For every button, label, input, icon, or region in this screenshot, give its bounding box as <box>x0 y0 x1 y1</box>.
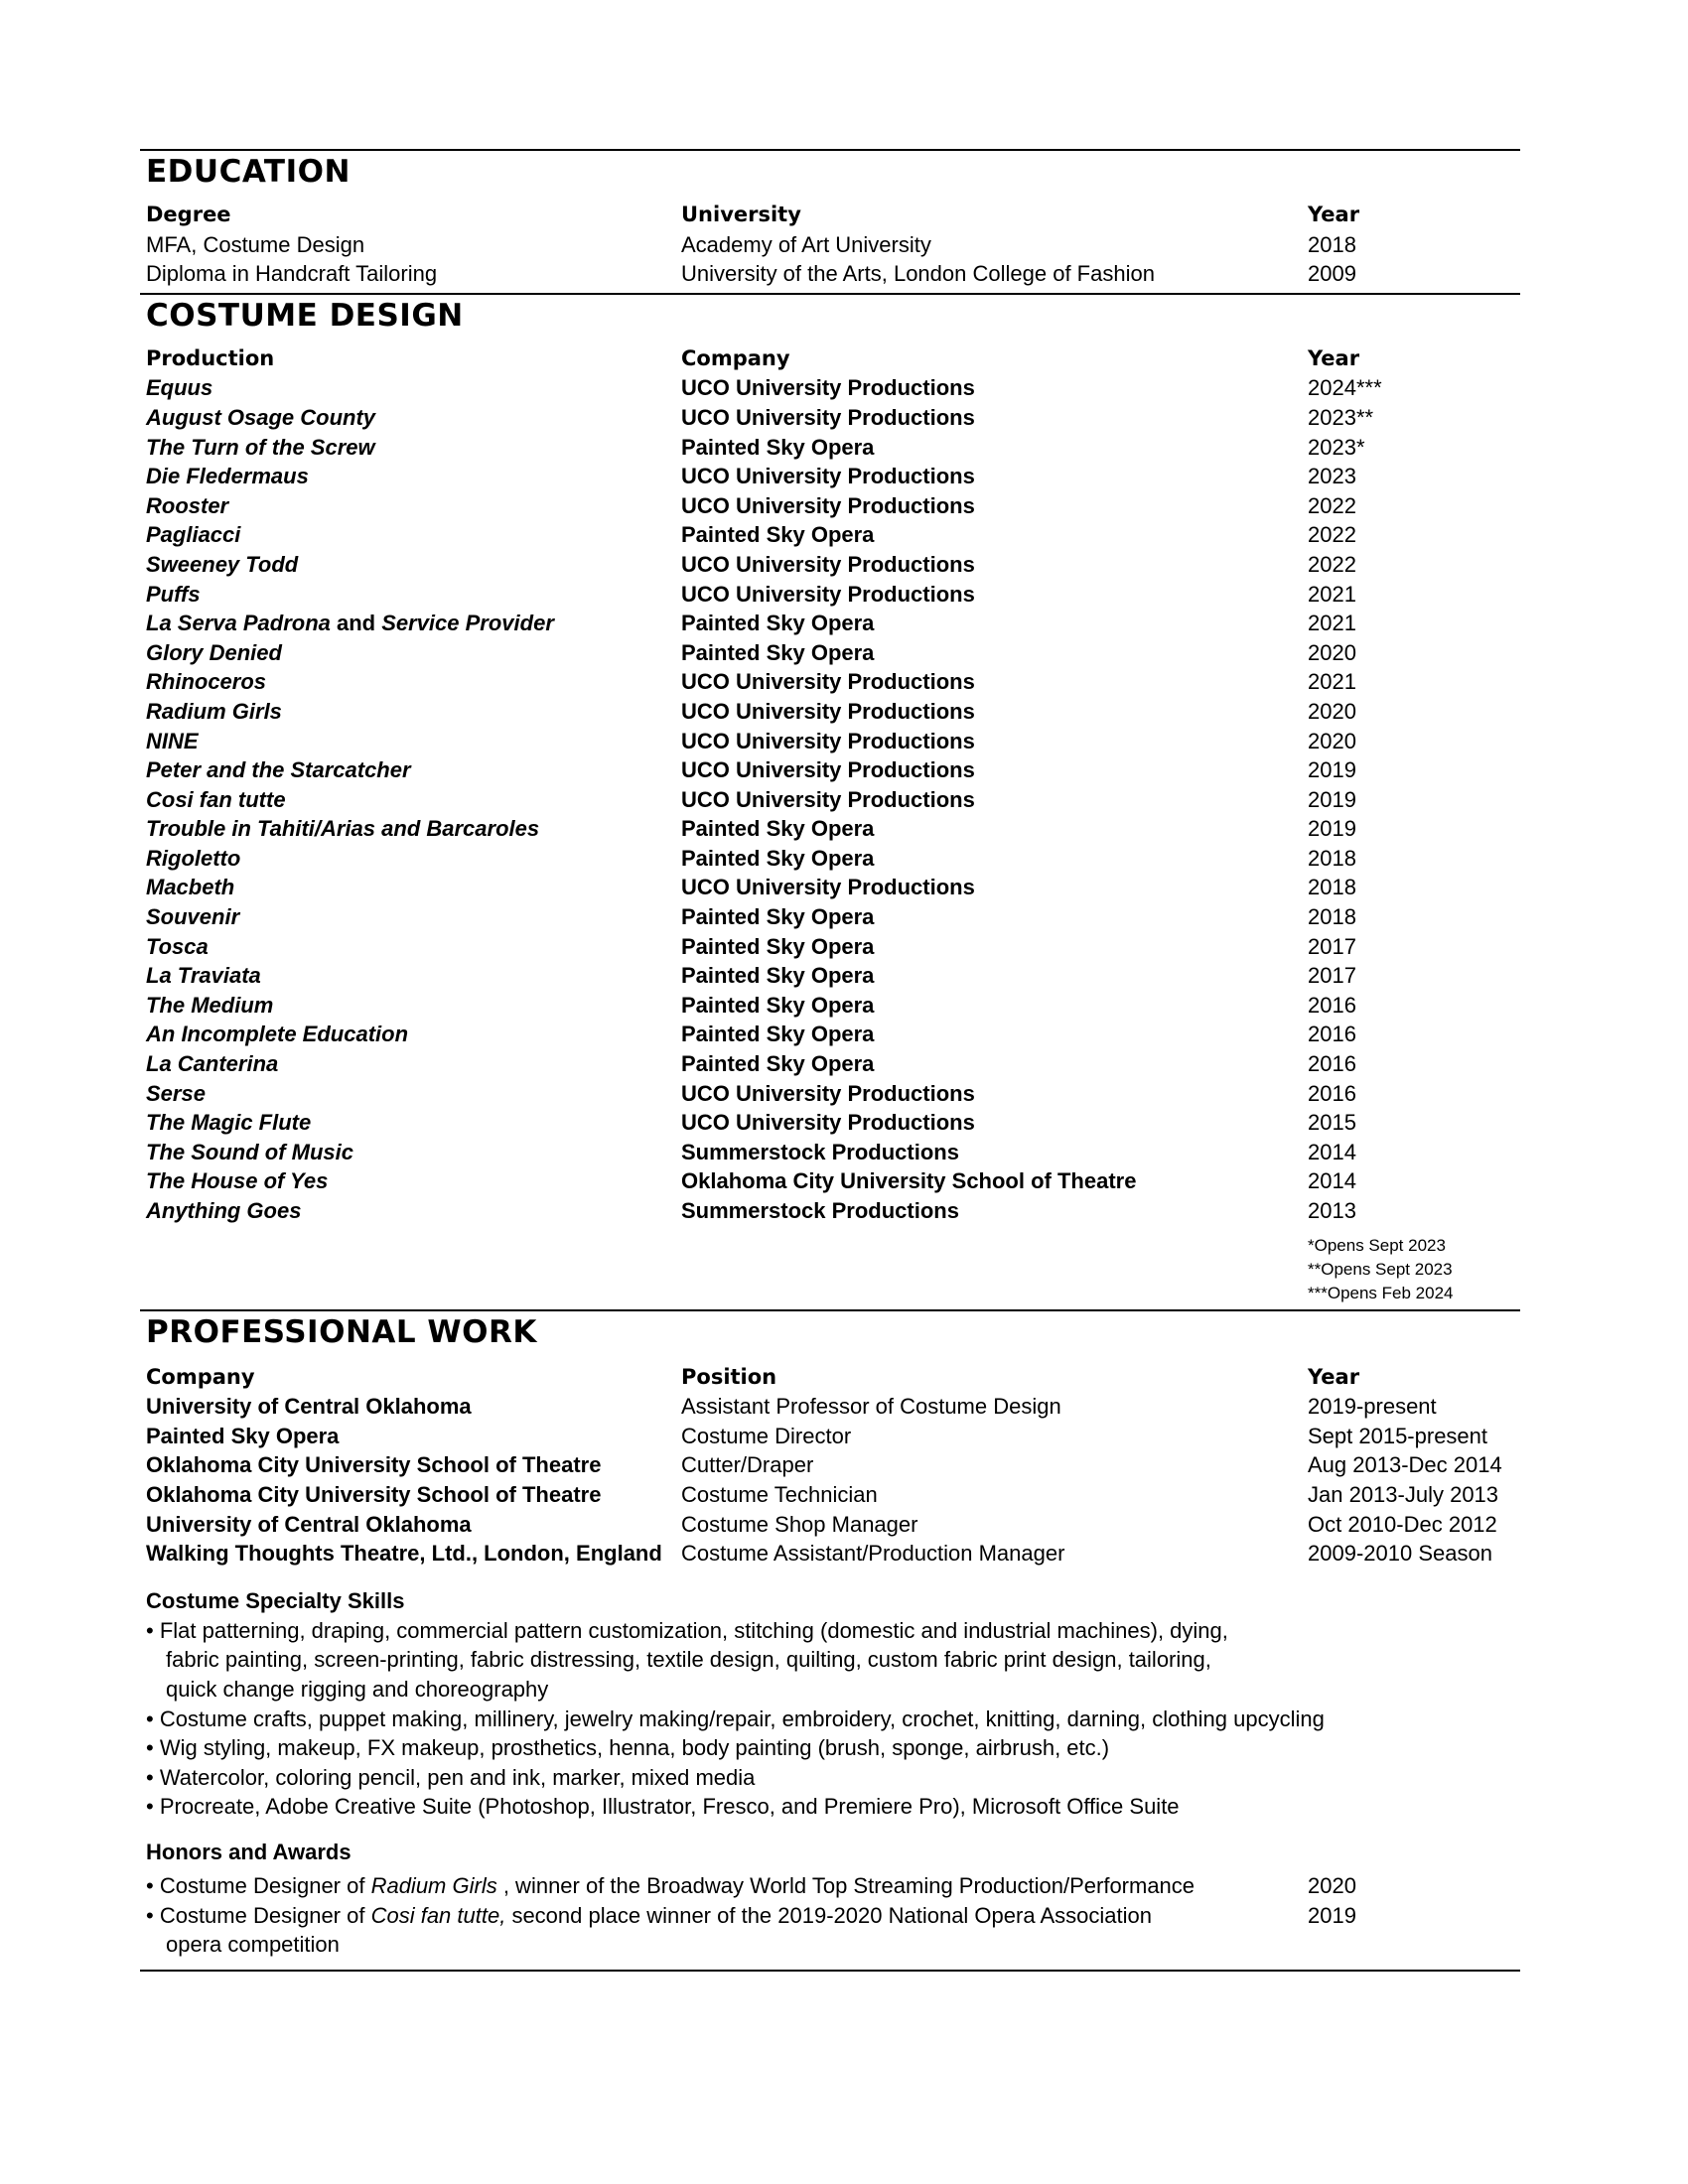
production-title: The House of Yes <box>146 1168 329 1194</box>
table-row <box>140 844 1520 874</box>
table-row <box>140 403 1520 433</box>
company-cell: Painted Sky Opera <box>681 816 875 842</box>
year-cell: 2019 <box>1308 816 1356 842</box>
production-cell <box>140 991 681 1021</box>
table-row <box>140 1020 1520 1049</box>
table-row <box>140 727 1520 756</box>
award-item-continuation <box>140 1930 1520 1960</box>
year-cell: 2019 <box>1308 786 1356 812</box>
table-row <box>140 1079 1520 1109</box>
year-cell: 2018 <box>1308 231 1356 257</box>
production-title: Peter and the Starcatcher <box>146 757 411 783</box>
company-cell: Painted Sky Opera <box>681 611 875 636</box>
table-row <box>140 961 1520 991</box>
production-cell <box>140 1166 681 1196</box>
table-row <box>140 491 1520 521</box>
production-cell <box>140 727 681 756</box>
award-text: • Costume Designer of <box>146 1872 371 1898</box>
header-degree: Degree <box>146 203 231 226</box>
year-cell: 2018 <box>1308 845 1356 871</box>
company-cell: UCO University Productions <box>681 1080 975 1106</box>
table-row <box>140 1196 1520 1226</box>
production-cell <box>140 961 681 991</box>
section-divider <box>140 1970 1520 1972</box>
production-title: The Magic Flute <box>146 1110 312 1136</box>
resume-page <box>140 149 1520 1972</box>
year-cell: 2014 <box>1308 1139 1356 1164</box>
company-cell: Oklahoma City University School of Theatre <box>146 1481 602 1507</box>
year-cell: 2015 <box>1308 1110 1356 1136</box>
award-item <box>140 1871 1520 1901</box>
company-cell: UCO University Productions <box>681 492 975 518</box>
production-cell <box>140 1196 681 1226</box>
skills-list <box>140 1616 1520 1822</box>
company-cell: Painted Sky Opera <box>681 522 875 548</box>
year-cell: 2020 <box>1308 728 1356 753</box>
production-cell <box>140 1079 681 1109</box>
production-title: Rigoletto <box>146 845 241 871</box>
company-cell: UCO University Productions <box>681 375 975 401</box>
list-item <box>140 1792 1520 1822</box>
year-cell: 2021 <box>1308 581 1356 607</box>
company-cell: UCO University Productions <box>681 757 975 783</box>
table-header <box>140 1363 1520 1393</box>
header-year: Year <box>1308 1364 1360 1389</box>
production-cell <box>140 580 681 610</box>
award-year: 2020 <box>1308 1872 1356 1898</box>
header-university: University <box>681 203 801 226</box>
degree-cell: MFA, Costume Design <box>146 231 365 257</box>
company-cell: UCO University Productions <box>681 875 975 900</box>
table-row <box>140 667 1520 697</box>
list-item <box>140 1616 1520 1705</box>
production-title: The Sound of Music <box>146 1139 353 1164</box>
company-cell: UCO University Productions <box>681 1110 975 1136</box>
production-title: Puffs <box>146 581 201 607</box>
production-title: Trouble in Tahiti/Arias and Barcaroles <box>146 816 540 842</box>
table-row <box>140 902 1520 932</box>
company-cell: Painted Sky Opera <box>681 933 875 959</box>
production-title: The Turn of the Screw <box>146 434 375 460</box>
skills-title: Costume Specialty Skills <box>146 1587 405 1613</box>
company-cell: UCO University Productions <box>681 698 975 724</box>
production-conjunction: and <box>330 611 382 636</box>
table-row <box>140 1166 1520 1196</box>
table-row <box>140 373 1520 403</box>
professional-table <box>140 1363 1520 1569</box>
position-cell: Costume Technician <box>681 1481 878 1507</box>
year-cell: 2019 <box>1308 757 1356 783</box>
production-title: Rooster <box>146 492 229 518</box>
company-cell: Oklahoma City University School of Theatre <box>146 1452 602 1478</box>
company-cell: UCO University Productions <box>681 669 975 695</box>
table-row <box>140 638 1520 668</box>
award-year: 2019 <box>1308 1902 1356 1928</box>
production-title: La Traviata <box>146 963 261 989</box>
header-position: Position <box>681 1364 777 1389</box>
table-row <box>140 259 1520 289</box>
position-cell: Assistant Professor of Costume Design <box>681 1394 1061 1420</box>
table-row <box>140 1450 1520 1480</box>
university-cell: University of the Arts, London College of Fashion <box>681 261 1155 287</box>
year-cell: 2023** <box>1308 404 1374 430</box>
skill-line: • Wig styling, makeup, FX makeup, prosthetics, henna, body painting (brush, sponge, airbrush, etc.) <box>146 1735 1110 1761</box>
table-row <box>140 1138 1520 1167</box>
section-divider <box>140 293 1520 295</box>
production-cell <box>140 433 681 463</box>
year-cell: 2022 <box>1308 522 1356 548</box>
company-cell: Painted Sky Opera <box>681 1051 875 1077</box>
year-cell: 2016 <box>1308 1051 1356 1077</box>
company-cell: Painted Sky Opera <box>681 845 875 871</box>
company-cell: Painted Sky Opera <box>681 1022 875 1047</box>
list-item <box>140 1763 1520 1793</box>
section-divider <box>140 149 1520 151</box>
company-cell: UCO University Productions <box>681 551 975 577</box>
table-row <box>140 1422 1520 1451</box>
year-cell: 2016 <box>1308 1022 1356 1047</box>
production-cell <box>140 1108 681 1138</box>
table-row <box>140 991 1520 1021</box>
production-title: Serse <box>146 1080 206 1106</box>
professional-rows <box>140 1392 1520 1569</box>
year-cell: Jan 2013-July 2013 <box>1308 1481 1499 1507</box>
year-cell: 2020 <box>1308 639 1356 665</box>
year-cell: Sept 2015-present <box>1308 1423 1488 1448</box>
company-cell: Painted Sky Opera <box>681 963 875 989</box>
award-text: • Costume Designer of <box>146 1902 371 1928</box>
year-cell: 2013 <box>1308 1198 1356 1223</box>
company-cell: UCO University Productions <box>681 404 975 430</box>
year-cell: 2023 <box>1308 464 1356 489</box>
table-row <box>140 609 1520 638</box>
year-cell: 2017 <box>1308 963 1356 989</box>
table-row <box>140 1049 1520 1079</box>
table-row <box>140 755 1520 785</box>
company-cell: Painted Sky Opera <box>146 1423 340 1448</box>
footnotes <box>1308 1234 1520 1305</box>
degree-cell: Diploma in Handcraft Tailoring <box>146 261 438 287</box>
company-cell: Summerstock Productions <box>681 1139 959 1164</box>
footnote: **Opens Sept 2023 <box>1308 1259 1453 1279</box>
year-cell: 2021 <box>1308 611 1356 636</box>
year-cell: 2022 <box>1308 551 1356 577</box>
footnote: *Opens Sept 2023 <box>1308 1235 1446 1255</box>
award-item <box>140 1901 1520 1931</box>
education-title: EDUCATION <box>146 154 351 190</box>
year-cell: 2017 <box>1308 933 1356 959</box>
skill-line: • Watercolor, coloring pencil, pen and ink, marker, mixed media <box>146 1764 756 1790</box>
table-row <box>140 1539 1520 1569</box>
table-row <box>140 1392 1520 1422</box>
skill-line: fabric painting, screen-printing, fabric distressing, textile design, quilting, custom fabric print design, tailoring, <box>166 1647 1211 1673</box>
production-cell <box>140 550 681 580</box>
company-cell: UCO University Productions <box>681 581 975 607</box>
company-cell: Painted Sky Opera <box>681 992 875 1018</box>
production-title: La Serva Padrona <box>146 611 331 636</box>
table-row <box>140 697 1520 727</box>
company-cell: Painted Sky Opera <box>681 639 875 665</box>
production-cell <box>140 785 681 815</box>
production-cell <box>140 873 681 902</box>
production-cell <box>140 1020 681 1049</box>
production-cell <box>140 902 681 932</box>
costume-design-table <box>140 344 1520 1226</box>
table-row <box>140 932 1520 962</box>
production-cell <box>140 373 681 403</box>
awards-list <box>140 1871 1520 1960</box>
production-title: Equus <box>146 375 213 401</box>
skill-line: • Flat patterning, draping, commercial pattern customization, stitching (domestic and industrial machines), dying, <box>146 1617 1228 1643</box>
year-cell: 2022 <box>1308 492 1356 518</box>
list-item <box>140 1733 1520 1763</box>
company-cell: Painted Sky Opera <box>681 904 875 930</box>
table-row <box>140 1108 1520 1138</box>
header-company: Company <box>146 1364 255 1389</box>
production-cell <box>140 403 681 433</box>
production-cell <box>140 932 681 962</box>
professional-work-title: PROFESSIONAL WORK <box>146 1313 537 1350</box>
award-text: , winner of the Broadway World Top Streaming Production/Performance <box>496 1872 1196 1898</box>
year-cell: 2024*** <box>1308 375 1382 401</box>
production-cell <box>140 697 681 727</box>
production-cell <box>140 1049 681 1079</box>
award-production: Cosi fan tutte, <box>370 1902 506 1928</box>
costume-design-rows <box>140 373 1520 1225</box>
company-cell: UCO University Productions <box>681 786 975 812</box>
production-title: La Canterina <box>146 1051 279 1077</box>
year-cell: Oct 2010-Dec 2012 <box>1308 1511 1497 1537</box>
company-cell: Walking Thoughts Theatre, Ltd., London, England <box>146 1541 662 1567</box>
table-header <box>140 344 1520 374</box>
year-cell: 2023* <box>1308 434 1365 460</box>
production-title: Macbeth <box>146 875 235 900</box>
company-cell: Oklahoma City University School of Theatre <box>681 1168 1137 1194</box>
company-cell: University of Central Oklahoma <box>146 1394 472 1420</box>
position-cell: Costume Shop Manager <box>681 1511 918 1537</box>
year-cell: 2009-2010 Season <box>1308 1541 1492 1567</box>
production-title: Service Provider <box>381 611 554 636</box>
production-title: The Medium <box>146 992 274 1018</box>
table-row <box>140 580 1520 610</box>
year-cell: 2018 <box>1308 904 1356 930</box>
awards-title: Honors and Awards <box>146 1839 352 1864</box>
year-cell: 2016 <box>1308 992 1356 1018</box>
company-cell: Summerstock Productions <box>681 1198 959 1223</box>
production-title: Glory Denied <box>146 639 282 665</box>
production-title: Pagliacci <box>146 522 241 548</box>
production-title: An Incomplete Education <box>146 1022 409 1047</box>
year-cell: Aug 2013-Dec 2014 <box>1308 1452 1502 1478</box>
year-cell: 2021 <box>1308 669 1356 695</box>
production-title: Sweeney Todd <box>146 551 299 577</box>
production-cell <box>140 1138 681 1167</box>
year-cell: 2009 <box>1308 261 1356 287</box>
table-row <box>140 230 1520 260</box>
year-cell: 2014 <box>1308 1168 1356 1194</box>
table-header <box>140 201 1520 230</box>
production-cell <box>140 667 681 697</box>
production-title: NINE <box>146 728 199 753</box>
section-divider <box>140 1309 1520 1311</box>
production-cell <box>140 638 681 668</box>
production-title: Radium Girls <box>146 698 282 724</box>
company-cell: UCO University Productions <box>681 728 975 753</box>
production-cell <box>140 520 681 550</box>
table-row <box>140 1480 1520 1510</box>
year-cell: 2018 <box>1308 875 1356 900</box>
production-cell <box>140 814 681 844</box>
year-cell: 2016 <box>1308 1080 1356 1106</box>
company-cell: University of Central Oklahoma <box>146 1511 472 1537</box>
production-cell <box>140 609 681 638</box>
footnote: ***Opens Feb 2024 <box>1308 1283 1454 1302</box>
skill-line: quick change rigging and choreography <box>166 1676 549 1702</box>
production-cell <box>140 462 681 491</box>
costume-design-title: COSTUME DESIGN <box>146 297 464 334</box>
header-company: Company <box>681 345 790 370</box>
award-text: opera competition <box>166 1932 340 1958</box>
header-year: Year <box>1308 345 1360 370</box>
skill-line: • Procreate, Adobe Creative Suite (Photoshop, Illustrator, Fresco, and Premiere Pro), Microsoft Office Suite <box>146 1794 1180 1820</box>
education-table <box>140 201 1520 289</box>
production-title: Rhinoceros <box>146 669 267 695</box>
production-cell <box>140 844 681 874</box>
year-cell: 2020 <box>1308 698 1356 724</box>
company-cell: Painted Sky Opera <box>681 434 875 460</box>
table-row <box>140 520 1520 550</box>
position-cell: Costume Assistant/Production Manager <box>681 1541 1065 1567</box>
award-text: second place winner of the 2019-2020 National Opera Association <box>505 1902 1152 1928</box>
table-row <box>140 873 1520 902</box>
table-row <box>140 1510 1520 1540</box>
table-row <box>140 814 1520 844</box>
production-title: Cosi fan tutte <box>146 786 286 812</box>
production-title: Tosca <box>146 933 209 959</box>
university-cell: Academy of Art University <box>681 231 931 257</box>
table-row <box>140 433 1520 463</box>
header-year: Year <box>1308 203 1360 226</box>
award-production: Radium Girls <box>370 1872 497 1898</box>
position-cell: Costume Director <box>681 1423 852 1448</box>
year-cell: 2019-present <box>1308 1394 1437 1420</box>
table-row <box>140 785 1520 815</box>
production-title: August Osage County <box>146 404 376 430</box>
production-title: Die Fledermaus <box>146 464 309 489</box>
position-cell: Cutter/Draper <box>681 1452 814 1478</box>
production-cell <box>140 755 681 785</box>
table-row <box>140 462 1520 491</box>
header-production: Production <box>146 345 275 370</box>
company-cell: UCO University Productions <box>681 464 975 489</box>
production-title: Souvenir <box>146 904 240 930</box>
skill-line: • Costume crafts, puppet making, millinery, jewelry making/repair, embroidery, crochet, knitting, darning, clothing upcycling <box>146 1706 1325 1731</box>
production-title: Anything Goes <box>146 1198 302 1223</box>
production-cell <box>140 491 681 521</box>
list-item <box>140 1705 1520 1734</box>
table-row <box>140 550 1520 580</box>
